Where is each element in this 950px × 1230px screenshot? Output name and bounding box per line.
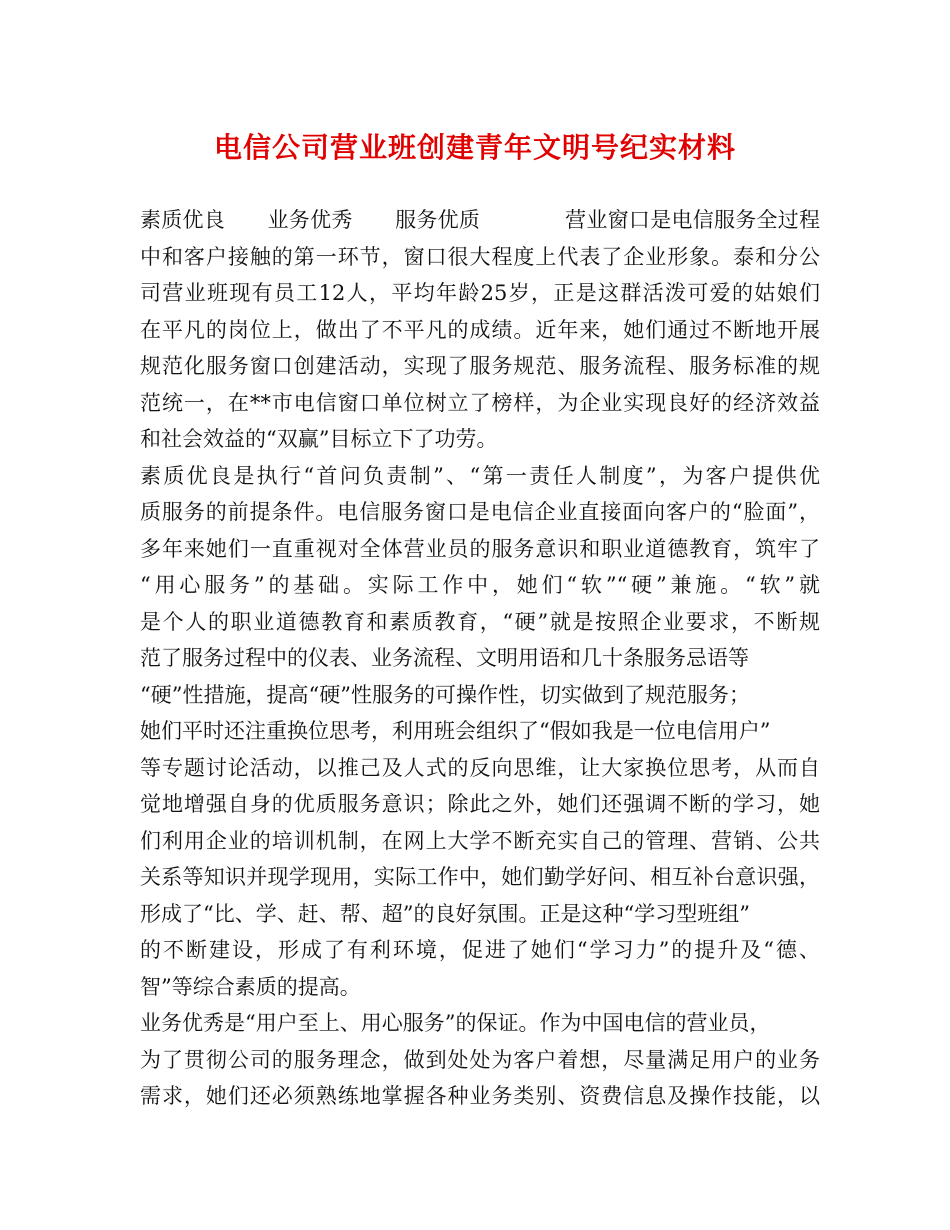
text-line: 多年来她们一直重视对全体营业员的服务意识和职业道德教育，筑牢了 (140, 536, 820, 561)
text-line: 等专题讨论活动，以推己及人式的反向思维，让大家换位思考，从而自 (140, 755, 820, 780)
text-line: 规范化服务窗口创建活动，实现了服务规范、服务流程、服务标准的规 (140, 354, 820, 378)
text-line: 和社会效益的“双赢”目标立下了功劳。 (140, 427, 498, 451)
text-line: 素质优良 业务优秀 服务优质 营业窗口是电信服务全过程 (140, 208, 820, 232)
text-line: 范了服务过程中的仪表、业务流程、文明用语和几十条服务忌语等 (140, 646, 749, 670)
text-line: 业务优秀是“用户至上、用心服务”的保证。作为中国电信的营业员， (140, 1011, 771, 1035)
text-line: 素质优良是执行“首问负责制”、“第一责任人制度”，为客户提供优 (140, 463, 820, 488)
text-line: 觉地增强自身的优质服务意识；除此之外，她们还强调不断的学习，她 (140, 792, 820, 816)
text-line: 是个人的职业道德教育和素质教育，“硬”就是按照企业要求，不断规 (140, 609, 820, 634)
document-body (140, 202, 820, 1115)
text-line: 形成了“比、学、赶、帮、超”的良好氛围。正是这种“学习型班组” (140, 901, 750, 926)
text-line: 的不断建设，形成了有利环境，促进了她们“学习力”的提升及“德、 (140, 938, 820, 962)
text-line: 们利用企业的培训机制，在网上大学不断充实自己的管理、营销、公共 (140, 828, 820, 853)
document-title: 电信公司营业班创建青年文明号纪实材料 (213, 131, 736, 164)
text-line: 质服务的前提条件。电信服务窗口是电信企业直接面向客户的“脸面”， (140, 500, 820, 524)
text-line: 智”等综合素质的提高。 (140, 974, 361, 999)
text-line: “用心服务”的基础。实际工作中，她们“软”“硬”兼施。“软”就 (140, 573, 820, 597)
text-line: 范统一，在**市电信窗口单位树立了榜样，为企业实现良好的经济效益 (140, 390, 820, 415)
text-line: 在平凡的岗位上，做出了不平凡的成绩。近年来，她们通过不断地开展 (140, 317, 820, 342)
text-line: 她们平时还注重换位思考，利用班会组织了“假如我是一位电信用户” (140, 719, 771, 743)
text-line: 司营业班现有员工12人，平均年龄25岁，正是这群活泼可爱的姑娘们 (140, 281, 820, 305)
text-line: 关系等知识并现学现用，实际工作中，她们勤学好问、相互补台意识强， (140, 865, 820, 889)
text-line: 需求，她们还必须熟练地掌握各种业务类别、资费信息及操作技能，以 (140, 1084, 820, 1108)
text-line: “硬”性措施，提高“硬”性服务的可操作性，切实做到了规范服务； (140, 682, 750, 707)
text-line: 为了贯彻公司的服务理念，做到处处为客户着想，尽量满足用户的业务 (140, 1047, 820, 1072)
text-line: 中和客户接触的第一环节，窗口很大程度上代表了企业形象。泰和分公 (140, 244, 820, 269)
